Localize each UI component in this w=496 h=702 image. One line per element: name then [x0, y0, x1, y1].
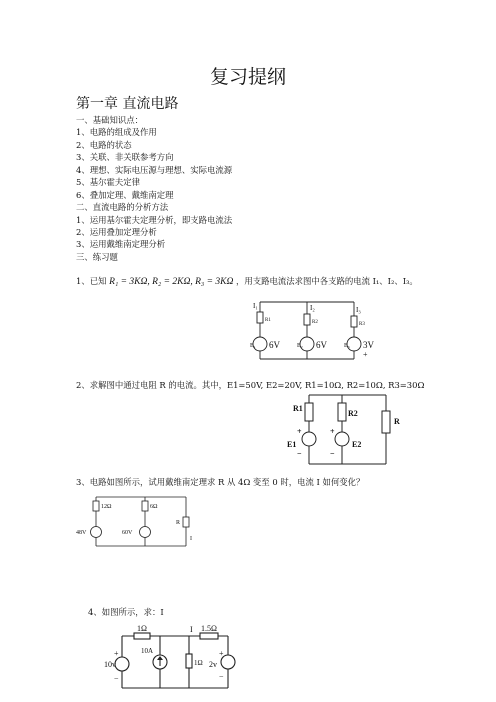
circuit-diagram-2: [285, 391, 410, 467]
label-i2: I₂: [310, 304, 315, 312]
label-i: I: [190, 625, 193, 634]
label-i: I: [190, 536, 192, 542]
outline-item: 三、练习题: [76, 251, 118, 262]
label-e2: E2: [352, 440, 362, 449]
outline-item: 3、运用戴维南定理分析: [76, 239, 166, 250]
chapter-heading: 第一章 直流电路: [76, 96, 179, 112]
outline-item: 二、直流电路的分析方法: [76, 202, 169, 213]
label-6ohm: 6Ω: [150, 504, 158, 510]
circuit-diagram-3: [76, 492, 196, 550]
outline-item: 3、关联、非关联参考方向: [76, 152, 174, 163]
label-2v: 2v: [209, 660, 217, 669]
label-e1: E₁: [250, 343, 256, 349]
label-plus: +: [363, 350, 368, 359]
question-1-text: [76, 275, 418, 287]
label-r3: R3: [359, 322, 365, 327]
page-title: 复习提纲: [209, 66, 286, 88]
label-10a: 10A: [141, 647, 154, 655]
outline-item: 5、基尔霍夫定律: [76, 177, 140, 188]
q1-suffix: ，用支路电流法求图中各支路的电流 I₁、I₂、I₃。: [235, 276, 418, 286]
label-plus-right: +: [219, 649, 224, 658]
question-4-text: 4、如图所示，求：I: [88, 607, 164, 617]
outline-item: 4、理想、实际电压源与理想、实际电流源: [76, 164, 233, 175]
label-minus-2: −: [330, 449, 335, 458]
label-i3: I₃: [356, 306, 361, 314]
label-r2: R2: [312, 320, 318, 325]
label-plus-1: +: [297, 427, 302, 436]
label-r: R: [176, 520, 181, 526]
label-v1: 6V: [269, 340, 280, 350]
label-plus-2: +: [330, 427, 335, 436]
label-v2: 6V: [316, 340, 327, 350]
label-r1: R1: [265, 318, 271, 323]
label-r1: R1: [293, 404, 303, 413]
label-e3: E₃: [344, 343, 350, 349]
circuit-diagram-4: [104, 622, 246, 692]
label-1ohm-b: 1Ω: [194, 659, 203, 667]
label-1ohm: 1Ω: [137, 624, 147, 633]
label-plus-left: +: [114, 649, 119, 658]
outline-item: 1、电路的组成及作用: [76, 127, 157, 138]
label-r2: R2: [348, 409, 358, 418]
q1-equation: R₁ = 3KΩ, R₂ = 2KΩ, R₃ = 3KΩ: [109, 277, 234, 287]
label-minus-left: −: [114, 674, 119, 683]
label-minus-right: −: [219, 672, 224, 681]
label-e2: E₂: [297, 343, 303, 349]
outline-item: 一、基础知识点：: [76, 115, 143, 125]
label-1-5ohm: 1.5Ω: [201, 624, 217, 633]
label-v3: 3V: [363, 340, 374, 350]
outline-item: 2、运用叠加定理分析: [76, 226, 157, 237]
label-minus-1: −: [297, 449, 302, 458]
circuit-diagram-1: [250, 296, 390, 362]
outline-list: [76, 114, 232, 263]
label-i1: I₁: [253, 302, 258, 310]
q1-prefix: 1、已知: [76, 276, 107, 286]
question-3-text: 3、电路如图所示，试用戴维南定理求 R 从 4Ω 变至 0 时，电流 I 如何变化？: [76, 477, 365, 487]
label-48v: 48V: [76, 530, 87, 536]
label-e1: E1: [287, 440, 297, 449]
outline-item: 2、电路的状态: [76, 139, 132, 150]
outline-item: 6、叠加定理、戴维南定理: [76, 189, 174, 200]
label-10v: 10v: [104, 660, 116, 669]
label-r: R: [394, 417, 400, 426]
question-2-text: 2、求解图中通过电阻 R 的电流。其中，E1=50V, E2=20V, R1=10Ω, R2=10Ω, R3=30Ω: [76, 380, 425, 390]
label-60v: 60V: [122, 530, 133, 536]
outline-item: 1、运用基尔霍夫定理分析，即支路电流法: [76, 214, 233, 225]
label-12ohm: 12Ω: [101, 504, 112, 510]
